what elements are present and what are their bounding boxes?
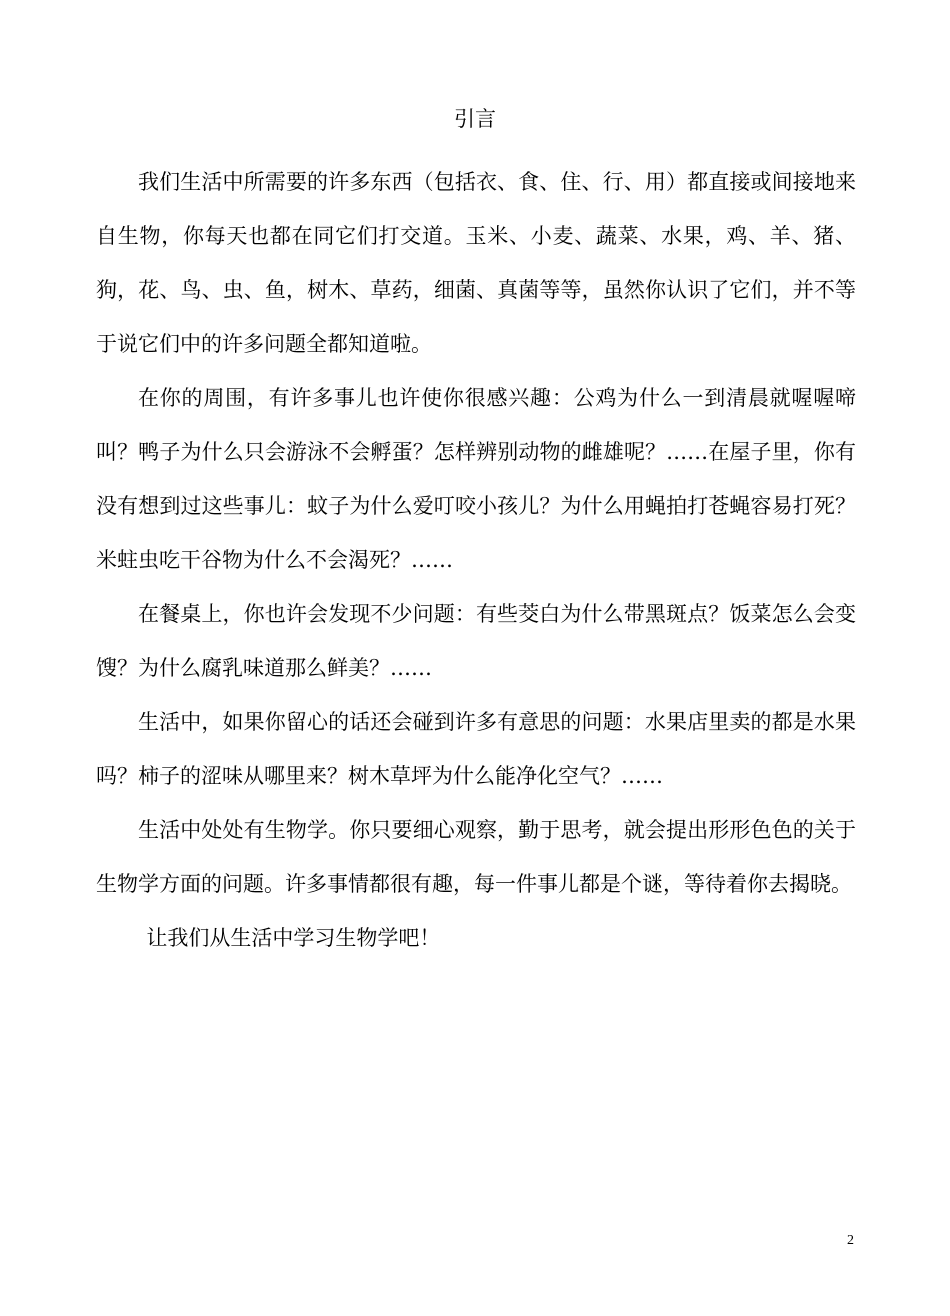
page-title: 引言: [454, 107, 496, 131]
paragraph-1: 我们生活中所需要的许多东西（包括衣、食、住、行、用）都直接或间接地来自生物，你每天也都在同它们打交道。玉米、小麦、蔬菜、水果，鸡、羊、猪、狗，花、鸟、虫、鱼，树木、草药，细菌、真菌等等，虽然你认识了它们，并不等于说它们中的许多问题全都知道啦。: [96, 170, 856, 356]
paragraph-2: 在你的周围，有许多事儿也许使你很感兴趣：公鸡为什么一到清晨就喔喔啼叫？鸭子为什么只会游泳不会孵蛋？怎样辨别动物的雌雄呢？……在屋子里，你有没有想到过这些事儿：蚊子为什么爱叮咬小孩儿？为什么用蝇拍打苍蝇容易打死？米蛀虫吃干谷物为什么不会渴死？……: [96, 386, 856, 572]
page-number: 2: [847, 1233, 854, 1248]
paragraph-4: 生活中，如果你留心的话还会碰到许多有意思的问题：水果店里卖的都是水果吗？柿子的涩味从哪里来？树木草坪为什么能净化空气？……: [96, 710, 856, 788]
body-text: [96, 155, 856, 965]
paragraph-3: 在餐桌上，你也许会发现不少问题：有些茭白为什么带黑斑点？饭菜怎么会变馊？为什么腐乳味道那么鲜美？……: [96, 602, 856, 680]
paragraph-5: 生活中处处有生物学。你只要细心观察，勤于思考，就会提出形形色色的关于生物学方面的问题。许多事情都很有趣，每一件事儿都是个谜，等待着你去揭晓。: [96, 818, 856, 896]
closing-line: 让我们从生活中学习生物学吧！: [146, 926, 441, 950]
